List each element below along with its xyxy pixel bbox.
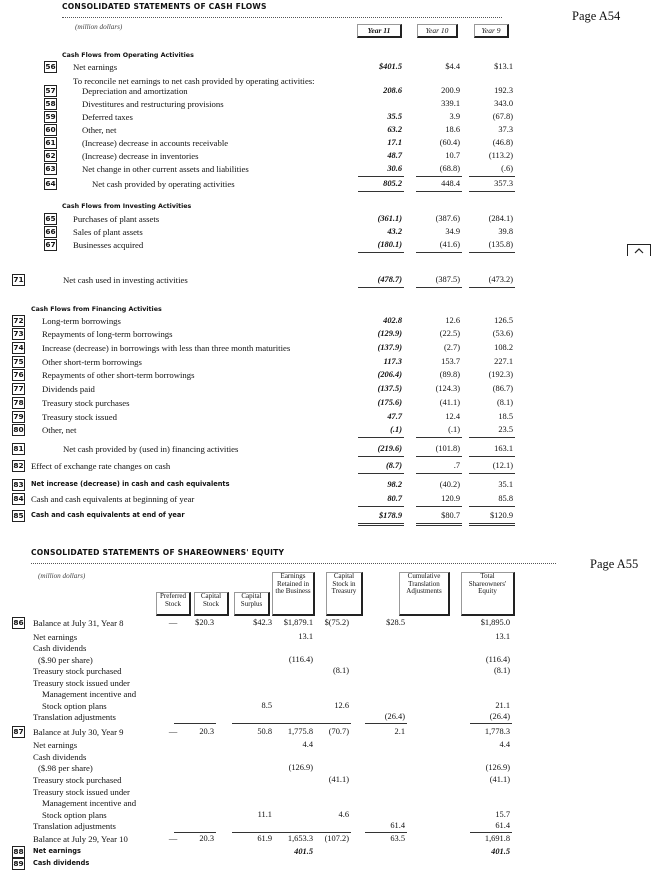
- cash-flow-row-label: Dividends paid: [42, 384, 95, 394]
- equity-value-col7: 15.7: [495, 810, 510, 819]
- cash-flow-value-col1: (478.7): [377, 275, 402, 284]
- equity-value-col6: 63.5: [390, 834, 405, 843]
- cash-flow-value-col3: 35.1: [498, 480, 513, 489]
- total-rule: [358, 191, 404, 192]
- row-number-87: 87: [13, 727, 24, 736]
- cash-flow-value-col3: $120.9: [489, 511, 513, 520]
- row-number-61: 61: [45, 138, 56, 147]
- cash-flow-row-label: Depreciation and amortization: [82, 86, 188, 96]
- cash-flow-value-col3: (86.7): [492, 384, 513, 393]
- equity-value-col4: 1,653.3: [287, 834, 313, 843]
- equity-value-col7: (116.4): [485, 655, 510, 664]
- total-rule: [416, 456, 462, 457]
- equity-value-col5: 12.6: [334, 701, 349, 710]
- cash-flow-value-col2: (387.6): [435, 214, 460, 223]
- equity-row-label: Translation adjustments: [33, 712, 116, 722]
- equity-row-label: Balance at July 30, Year 9: [33, 727, 124, 737]
- equity-value-col3: 8.5: [261, 701, 272, 710]
- cash-flow-value-col2: (124.3): [435, 384, 460, 393]
- cash-flow-value-col2: $4.4: [445, 62, 460, 71]
- cash-flow-value-col2: 12.4: [445, 412, 460, 421]
- total-rule: [358, 252, 404, 253]
- cash-flow-row-label: Repayments of long-term borrowings: [42, 329, 173, 339]
- total-rule: [416, 506, 462, 507]
- cash-flow-row-label: Cash and cash equivalents at end of year: [31, 511, 185, 519]
- total-rule: [416, 523, 462, 526]
- year-10-header: Year 10: [417, 24, 458, 38]
- equity-value-col4: (126.9): [288, 763, 313, 772]
- treasury-stock-header: Capital Stock in Treasury: [326, 572, 363, 616]
- equity-row-label: Cash dividends: [33, 752, 87, 762]
- cash-flow-value-col1: 80.7: [387, 494, 402, 503]
- cash-flow-value-col1: (137.5): [377, 384, 402, 393]
- row-number-81: 81: [13, 444, 24, 453]
- row-number-58: 58: [45, 99, 56, 108]
- equity-row-label: Net earnings: [33, 847, 81, 855]
- equity-value-col6: $28.5: [386, 618, 405, 627]
- row-number-65: 65: [45, 214, 56, 223]
- cash-flow-value-col3: 126.5: [494, 316, 513, 325]
- cash-flow-value-col2: (.1): [448, 425, 460, 434]
- cash-flow-title: CONSOLIDATED STATEMENTS OF CASH FLOWS: [62, 2, 267, 11]
- equity-value-col1: —: [168, 834, 178, 843]
- cash-flow-row-label: Treasury stock purchases: [42, 398, 130, 408]
- row-number-66: 66: [45, 227, 56, 236]
- cash-flow-row-label: Other, net: [82, 125, 117, 135]
- subtotal-rule: [365, 832, 407, 833]
- financing-section-header: Cash Flows from Financing Activities: [31, 306, 162, 313]
- total-rule: [469, 287, 515, 288]
- total-rule: [416, 437, 462, 438]
- cash-flow-value-col3: (46.8): [492, 138, 513, 147]
- row-number-72: 72: [13, 316, 24, 325]
- cash-flow-value-col3: 85.8: [498, 494, 513, 503]
- cash-flow-value-col3: 343.0: [494, 99, 513, 108]
- row-number-57: 57: [45, 86, 56, 95]
- cash-flow-value-col3: (67.8): [492, 112, 513, 121]
- row-number-60: 60: [45, 125, 56, 134]
- total-rule: [469, 473, 515, 474]
- cash-flow-row-label: Businesses acquired: [73, 240, 144, 250]
- equity-value-col3: 61.9: [257, 834, 272, 843]
- total-rule: [416, 287, 462, 288]
- total-rule: [469, 523, 515, 526]
- total-rule: [469, 437, 515, 438]
- cash-flow-value-col1: 208.6: [383, 86, 402, 95]
- cash-flow-value-col3: (473.2): [488, 275, 513, 284]
- equity-value-col7: 1,691.8: [484, 834, 510, 843]
- total-rule: [469, 456, 515, 457]
- cash-flow-value-col2: 12.6: [445, 316, 460, 325]
- equity-value-col2: 20.3: [199, 727, 214, 736]
- cash-flow-value-col2: (41.1): [439, 398, 460, 407]
- total-rule: [358, 456, 404, 457]
- reconcile-text: To reconcile net earnings to net cash provided by operating activities:: [73, 76, 315, 86]
- subtotal-rule: [309, 723, 351, 724]
- equity-value-col1: —: [168, 727, 178, 736]
- equity-value-col7: (8.1): [493, 666, 510, 675]
- cash-flow-value-col3: (135.8): [488, 240, 513, 249]
- cash-flow-row-label: Cash and cash equivalents at beginning of year: [31, 494, 195, 504]
- row-number-64: 64: [45, 179, 56, 188]
- equity-value-col7: 1,778.3: [484, 727, 510, 736]
- cash-flow-value-col1: 402.8: [383, 316, 402, 325]
- equity-value-col6: 61.4: [390, 821, 405, 830]
- row-number-77: 77: [13, 384, 24, 393]
- cash-flow-value-col1: (137.9): [377, 343, 402, 352]
- row-number-79: 79: [13, 412, 24, 421]
- cash-flow-row-label: Divestitures and restructuring provisions: [82, 99, 224, 109]
- cash-flow-value-col2: .7: [453, 461, 460, 470]
- total-rule: [416, 191, 462, 192]
- equity-value-col5: (41.1): [328, 775, 349, 784]
- equity-row-label: Treasury stock issued under: [33, 678, 130, 688]
- equity-value-col3: $42.3: [253, 618, 272, 627]
- investing-section-header: Cash Flows from Investing Activities: [62, 203, 192, 210]
- cash-flow-row-label: Net cash provided by operating activities: [92, 179, 235, 189]
- equity-row-label: Net earnings: [33, 740, 78, 750]
- cash-flow-value-col3: 108.2: [494, 343, 513, 352]
- cash-flow-value-col2: 10.7: [445, 151, 460, 160]
- cash-flow-units: (million dollars): [75, 23, 123, 31]
- cash-flow-value-col3: 39.8: [498, 227, 513, 236]
- equity-value-col7: (126.9): [485, 763, 510, 772]
- equity-value-col2: 20.3: [199, 834, 214, 843]
- row-number-74: 74: [13, 343, 24, 352]
- cash-flow-value-col2: $80.7: [441, 511, 460, 520]
- cash-flow-value-col3: (284.1): [488, 214, 513, 223]
- total-rule: [358, 473, 404, 474]
- equity-row-label: Treasury stock purchased: [33, 666, 122, 676]
- cash-flow-value-col1: 47.7: [387, 412, 402, 421]
- cash-flow-value-col1: 117.3: [383, 357, 402, 366]
- cash-flow-value-col3: (8.1): [496, 398, 513, 407]
- equity-row-label: Translation adjustments: [33, 821, 116, 831]
- cash-flow-row-label: Treasury stock issued: [42, 412, 117, 422]
- cash-flow-value-col2: (68.8): [439, 164, 460, 173]
- translation-adjustments-header: Cumulative Translation Adjustments: [399, 572, 450, 616]
- cash-flow-value-col1: $401.5: [378, 62, 402, 71]
- operating-section-header: Cash Flows from Operating Activities: [62, 52, 194, 59]
- cash-flow-value-col2: (41.6): [439, 240, 460, 249]
- page-label-a54: Page A54: [572, 9, 621, 23]
- year-9-header: Year 9: [474, 24, 509, 38]
- equity-value-col6: (26.4): [384, 712, 405, 721]
- equity-value-col1: —: [168, 618, 178, 627]
- equity-value-col6: 2.1: [394, 727, 405, 736]
- cash-flow-row-label: Effect of exchange rate changes on cash: [31, 461, 171, 471]
- capital-surplus-header: Capital Surplus: [234, 592, 270, 616]
- cash-flow-value-col1: 98.2: [387, 480, 402, 489]
- cash-flow-value-col2: 448.4: [441, 179, 460, 188]
- page-label-a55: Page A55: [590, 557, 639, 571]
- subtotal-rule: [174, 723, 216, 724]
- cash-flow-value-col3: 18.5: [498, 412, 513, 421]
- row-number-85: 85: [13, 511, 24, 520]
- row-number-80: 80: [13, 425, 24, 434]
- equity-value-col7: 401.5: [491, 847, 510, 856]
- row-number-73: 73: [13, 329, 24, 338]
- cash-flow-value-col2: 34.9: [445, 227, 460, 236]
- title-rule: [62, 17, 502, 18]
- row-number-84: 84: [13, 494, 24, 503]
- cash-flow-value-col1: (361.1): [377, 214, 402, 223]
- equity-value-col7: 21.1: [495, 701, 510, 710]
- cash-flow-value-col1: 17.1: [387, 138, 402, 147]
- cash-flow-row-label: Net earnings: [73, 62, 118, 72]
- cash-flow-value-col3: 37.3: [498, 125, 513, 134]
- cash-flow-value-col3: 23.5: [498, 425, 513, 434]
- equity-row-label: Balance at July 31, Year 8: [33, 618, 124, 628]
- total-rule: [358, 506, 404, 507]
- cash-flow-value-col2: (2.7): [443, 343, 460, 352]
- cash-flow-value-col3: (.6): [501, 164, 513, 173]
- cash-flow-value-col3: 227.1: [494, 357, 513, 366]
- cash-flow-row-label: Repayments of other short-term borrowings: [42, 370, 195, 380]
- cash-flow-row-label: (Increase) decrease in accounts receivable: [82, 138, 229, 148]
- cash-flow-value-col1: 35.5: [387, 112, 402, 121]
- cash-flow-row-label: Sales of plant assets: [73, 227, 143, 237]
- cash-flow-value-col1: 63.2: [387, 125, 402, 134]
- equity-row-label: Stock option plans: [42, 810, 107, 820]
- cash-flow-value-col2: 120.9: [441, 494, 460, 503]
- equity-value-col4: 13.1: [298, 632, 313, 641]
- cash-flow-value-col3: (12.1): [492, 461, 513, 470]
- subtotal-rule: [365, 723, 407, 724]
- total-rule: [469, 252, 515, 253]
- equity-value-col3: 11.1: [257, 810, 272, 819]
- cash-flow-value-col1: (.1): [390, 425, 402, 434]
- cash-flow-value-col2: (60.4): [439, 138, 460, 147]
- subtotal-rule: [232, 832, 274, 833]
- cash-flow-value-col2: (387.5): [435, 275, 460, 284]
- cash-flow-value-col1: (129.9): [377, 329, 402, 338]
- equity-value-col7: 61.4: [495, 821, 510, 830]
- equity-value-col4: 1,775.8: [287, 727, 313, 736]
- equity-value-col4: (116.4): [288, 655, 313, 664]
- subtotal-rule: [232, 723, 274, 724]
- row-number-89: 89: [13, 859, 24, 868]
- cash-flow-value-col3: (113.2): [488, 151, 513, 160]
- cash-flow-value-col2: 18.6: [445, 125, 460, 134]
- cash-flow-value-col1: 805.2: [383, 179, 402, 188]
- row-number-83: 83: [13, 480, 24, 489]
- row-number-78: 78: [13, 398, 24, 407]
- row-number-71: 71: [13, 275, 24, 284]
- cash-flow-value-col2: (22.5): [439, 329, 460, 338]
- cash-flow-value-col1: 48.7: [387, 151, 402, 160]
- scroll-up-button[interactable]: [627, 244, 651, 256]
- row-number-82: 82: [13, 461, 24, 470]
- equity-row-label: ($.90 per share): [38, 655, 93, 665]
- equity-units: (million dollars): [38, 572, 86, 580]
- cash-flow-value-col1: 30.6: [387, 164, 402, 173]
- total-rule: [469, 506, 515, 507]
- equity-row-label: ($.98 per share): [38, 763, 93, 773]
- equity-value-col5: (107.2): [324, 834, 349, 843]
- cash-flow-value-col3: 192.3: [494, 86, 513, 95]
- subtotal-rule: [309, 832, 351, 833]
- cash-flow-row-label: Other short-term borrowings: [42, 357, 142, 367]
- total-rule: [416, 252, 462, 253]
- equity-row-label: Cash dividends: [33, 859, 90, 867]
- equity-title: CONSOLIDATED STATEMENTS OF SHAREOWNERS' EQUITY: [31, 548, 285, 557]
- equity-value-col7: 4.4: [499, 740, 510, 749]
- equity-value-col5: (8.1): [332, 666, 349, 675]
- earnings-retained-header: Earnings Retained in the Business: [272, 572, 315, 616]
- cash-flow-row-label: Deferred taxes: [82, 112, 133, 122]
- cash-flow-value-col1: (180.1): [377, 240, 402, 249]
- cash-flow-row-label: Net change in other current assets and liabilities: [82, 164, 249, 174]
- equity-value-col2: $20.3: [195, 618, 214, 627]
- cash-flow-value-col1: (219.6): [377, 444, 402, 453]
- cash-flow-value-col2: (89.8): [439, 370, 460, 379]
- row-number-63: 63: [45, 164, 56, 173]
- equity-value-col4: 401.5: [294, 847, 313, 856]
- cash-flow-row-label: Purchases of plant assets: [73, 214, 160, 224]
- cash-flow-value-col1: (8.7): [385, 461, 402, 470]
- equity-value-col7: (26.4): [489, 712, 510, 721]
- cash-flow-row-label: (Increase) decrease in inventories: [82, 151, 199, 161]
- cash-flow-value-col2: 3.9: [449, 112, 460, 121]
- cash-flow-value-col3: (192.3): [488, 370, 513, 379]
- equity-value-col5: 4.6: [338, 810, 349, 819]
- equity-row-label: Treasury stock issued under: [33, 787, 130, 797]
- equity-row-label: Management incentive and: [42, 798, 137, 808]
- cash-flow-value-col2: 339.1: [441, 99, 460, 108]
- cash-flow-value-col2: 153.7: [441, 357, 460, 366]
- equity-row-label: Balance at July 29, Year 10: [33, 834, 128, 844]
- equity-row-label: Stock option plans: [42, 701, 107, 711]
- total-rule: [416, 473, 462, 474]
- equity-title-rule: [31, 563, 556, 564]
- cash-flow-value-col1: (206.4): [377, 370, 402, 379]
- equity-row-label: Cash dividends: [33, 643, 87, 653]
- total-rule: [358, 176, 404, 177]
- row-number-75: 75: [13, 357, 24, 366]
- equity-value-col3: 50.8: [257, 727, 272, 736]
- cash-flow-row-label: Other, net: [42, 425, 77, 435]
- capital-stock-header: Capital Stock: [194, 592, 229, 616]
- equity-value-col4: $1,879.1: [283, 618, 313, 627]
- row-number-76: 76: [13, 370, 24, 379]
- cash-flow-value-col3: 163.1: [494, 444, 513, 453]
- year-11-header: Year 11: [357, 24, 402, 38]
- equity-value-col4: 4.4: [302, 740, 313, 749]
- preferred-stock-header: Preferred Stock: [156, 592, 191, 616]
- cash-flow-row-label: Net cash used in investing activities: [63, 275, 188, 285]
- cash-flow-value-col3: 357.3: [494, 179, 513, 188]
- cash-flow-row-label: Net increase (decrease) in cash and cash equivalents: [31, 480, 230, 488]
- cash-flow-row-label: Long-term borrowings: [42, 316, 121, 326]
- subtotal-rule: [470, 832, 512, 833]
- total-rule: [358, 437, 404, 438]
- equity-value-col7: (41.1): [489, 775, 510, 784]
- total-rule: [358, 523, 404, 526]
- cash-flow-value-col2: 200.9: [441, 86, 460, 95]
- total-rule: [416, 176, 462, 177]
- row-number-88: 88: [13, 847, 24, 856]
- row-number-62: 62: [45, 151, 56, 160]
- equity-value-col7: 13.1: [495, 632, 510, 641]
- cash-flow-value-col2: (101.8): [435, 444, 460, 453]
- subtotal-rule: [470, 723, 512, 724]
- equity-row-label: Net earnings: [33, 632, 78, 642]
- cash-flow-value-col1: $178.9: [378, 511, 402, 520]
- cash-flow-value-col3: $13.1: [494, 62, 513, 71]
- equity-row-label: Management incentive and: [42, 689, 137, 699]
- cash-flow-row-label: Increase (decrease) in borrowings with less than three month maturities: [42, 343, 291, 353]
- cash-flow-row-label: Net cash provided by (used in) financing activities: [63, 444, 239, 454]
- cash-flow-value-col1: 43.2: [387, 227, 402, 236]
- row-number-59: 59: [45, 112, 56, 121]
- chevron-up-icon: [628, 245, 650, 256]
- row-number-56: 56: [45, 62, 56, 71]
- subtotal-rule: [174, 832, 216, 833]
- total-rule: [469, 191, 515, 192]
- equity-value-col5: $(75.2): [324, 618, 349, 627]
- equity-value-col7: $1,895.0: [480, 618, 510, 627]
- equity-value-col5: (70.7): [328, 727, 349, 736]
- total-equity-header: Total Shareowners' Equity: [461, 572, 515, 616]
- cash-flow-value-col3: (53.6): [492, 329, 513, 338]
- cash-flow-value-col1: (175.6): [377, 398, 402, 407]
- total-rule: [358, 287, 404, 288]
- cash-flow-value-col2: (40.2): [439, 480, 460, 489]
- total-rule: [469, 176, 515, 177]
- row-number-86: 86: [13, 618, 24, 627]
- equity-row-label: Treasury stock purchased: [33, 775, 122, 785]
- row-number-67: 67: [45, 240, 56, 249]
